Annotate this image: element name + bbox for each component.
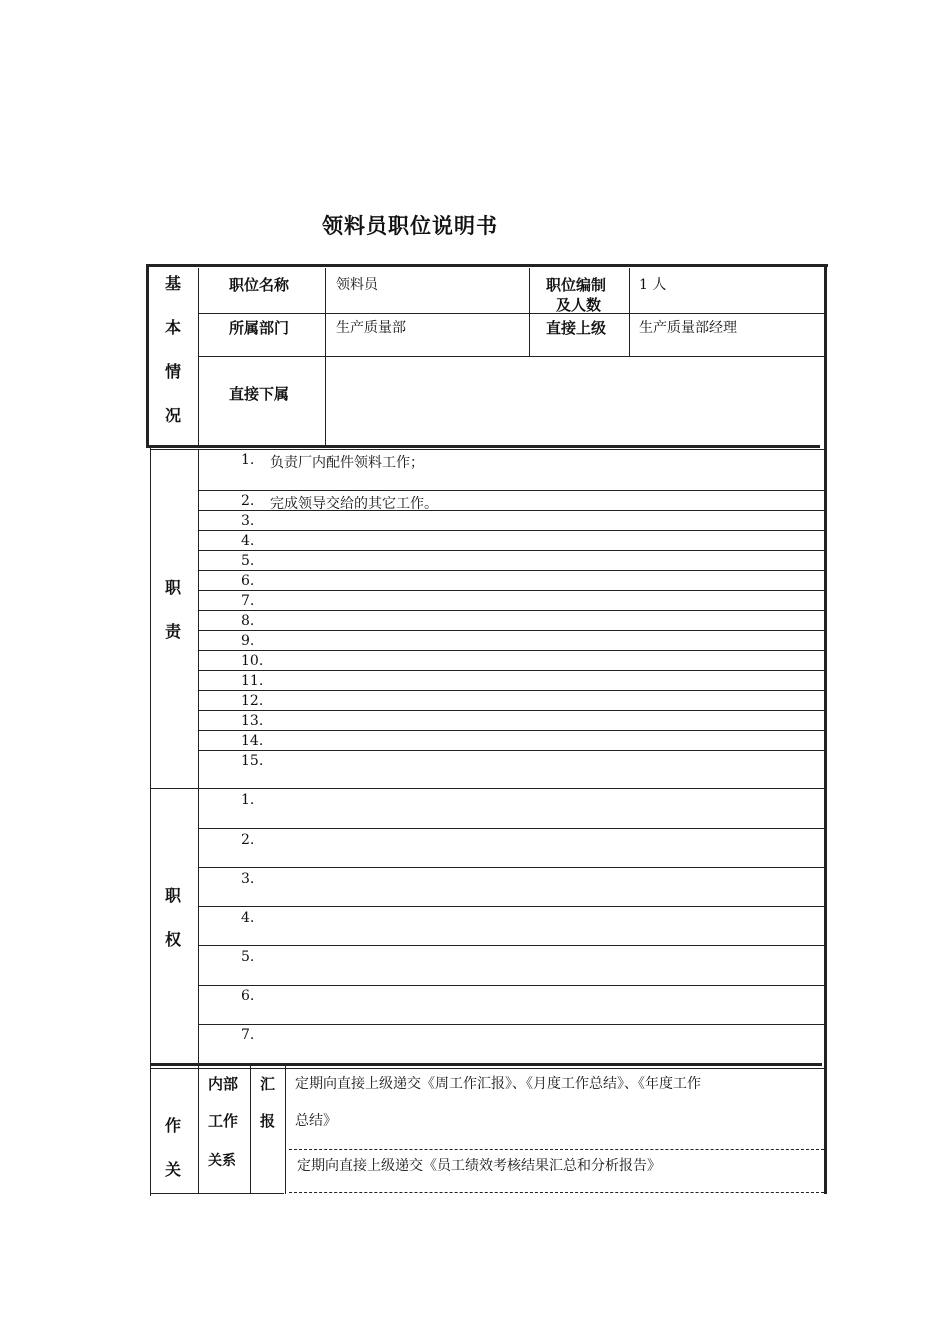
headcount-value: 1 人 bbox=[639, 277, 667, 293]
department-value: 生产质量部 bbox=[336, 320, 406, 336]
duty-number: 9. bbox=[241, 633, 255, 649]
authority-number: 3. bbox=[241, 871, 255, 887]
duty-number: 7. bbox=[241, 593, 255, 609]
section-label-basic-3: 情 bbox=[164, 362, 181, 381]
duty-number: 8. bbox=[241, 613, 255, 629]
superior-label: 直接上级 bbox=[546, 319, 607, 337]
page-title: 领料员职位说明书 bbox=[322, 214, 498, 238]
authority-number: 1. bbox=[241, 792, 255, 808]
duty-number: 11. bbox=[241, 673, 264, 689]
subordinate-label: 直接下属 bbox=[229, 385, 290, 403]
duty-number: 3. bbox=[241, 513, 255, 529]
internal-relations-label-2: 工作 bbox=[208, 1112, 239, 1130]
section-label-basic-2: 本 bbox=[164, 318, 181, 337]
headcount-label-line2: 及人数 bbox=[556, 296, 602, 314]
section-label-duties-1: 职 bbox=[164, 578, 181, 597]
report-text-line3: 定期向直接上级递交《员工绩效考核结果汇总和分析报告》 bbox=[297, 1158, 661, 1174]
section-label-basic-1: 基 bbox=[164, 274, 181, 293]
authority-number: 7. bbox=[241, 1027, 255, 1043]
section-label-basic-4: 况 bbox=[164, 406, 181, 425]
report-label-2: 报 bbox=[260, 1112, 276, 1130]
report-label-1: 汇 bbox=[260, 1075, 276, 1093]
authority-number: 4. bbox=[241, 910, 255, 926]
duty-number: 2. bbox=[241, 493, 255, 509]
section-label-relations-2: 关 bbox=[164, 1160, 181, 1179]
duty-text: 完成领导交给的其它工作。 bbox=[270, 496, 438, 512]
authority-number: 6. bbox=[241, 988, 255, 1004]
authority-number: 2. bbox=[241, 832, 255, 848]
duty-number: 10. bbox=[241, 653, 264, 669]
duty-text: 负责厂内配件领料工作； bbox=[270, 455, 424, 471]
duty-number: 4. bbox=[241, 533, 255, 549]
duty-number: 5. bbox=[241, 553, 255, 569]
duty-number: 6. bbox=[241, 573, 255, 589]
department-label: 所属部门 bbox=[229, 319, 290, 337]
section-label-relations-1: 作 bbox=[164, 1116, 181, 1135]
section-label-authority-2: 权 bbox=[164, 930, 181, 949]
section-label-authority-1: 职 bbox=[164, 886, 181, 905]
internal-relations-label-1: 内部 bbox=[208, 1075, 239, 1093]
superior-value: 生产质量部经理 bbox=[639, 320, 737, 336]
duty-number: 1. bbox=[241, 452, 255, 468]
headcount-label-line1: 职位编制 bbox=[546, 276, 607, 294]
duty-number: 15. bbox=[241, 753, 264, 769]
duty-number: 12. bbox=[241, 693, 264, 709]
position-name-value: 领料员 bbox=[336, 277, 378, 293]
duty-number: 14. bbox=[241, 733, 264, 749]
duty-number: 13. bbox=[241, 713, 264, 729]
position-name-label: 职位名称 bbox=[229, 276, 290, 294]
report-text-line1: 定期向直接上级递交《周工作汇报》、《月度工作总结》、《年度工作 bbox=[295, 1076, 701, 1092]
report-text-line2: 总结》 bbox=[295, 1113, 337, 1129]
internal-relations-label-3: 关系 bbox=[208, 1153, 236, 1169]
authority-number: 5. bbox=[241, 949, 255, 965]
section-label-duties-2: 责 bbox=[164, 622, 181, 641]
